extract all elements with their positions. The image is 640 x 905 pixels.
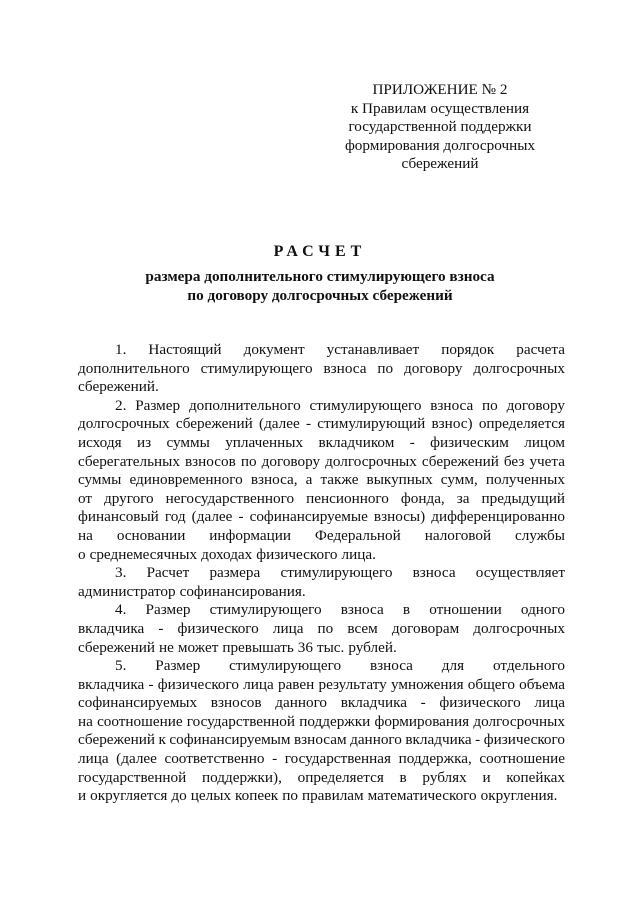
paragraph-line: и округляется до целых копеек по правилам математического округления. <box>78 787 558 805</box>
paragraph-line: суммы единовременного взноса, а также выкупных сумм, полученных <box>78 471 565 489</box>
appendix-line: формирования долгосрочных <box>344 136 536 154</box>
paragraph-line: 2. Размер дополнительного стимулирующего взноса по договору <box>115 396 565 414</box>
paragraph-line: о среднемесячных доходах физического лица. <box>78 545 376 563</box>
paragraph-line: долгосрочных сбережений (далее - стимулирующий взнос) определяется <box>78 415 565 433</box>
paragraph <box>78 564 565 601</box>
subtitle-line: по договору долгосрочных сбережений <box>187 286 453 304</box>
paragraph-line: сберегательных взносов по договору долгосрочных сбережений без учета <box>78 452 565 470</box>
paragraph-line: финансовый год (далее - софинансируемые взносы) дифференцированно <box>78 508 565 526</box>
paragraph-line: 1. Настоящий документ устанавливает порядок расчета <box>115 341 565 358</box>
paragraph-line: вкладчика - физического лица равен результату умножения общего объема <box>78 675 565 693</box>
paragraph-line: сбережений. <box>78 378 159 396</box>
document-title: РАСЧЕТ <box>273 243 367 260</box>
appendix-line: ПРИЛОЖЕНИЕ № 2 <box>372 81 508 98</box>
paragraph-line: дополнительного стимулирующего взноса по договору долгосрочных <box>78 359 565 377</box>
paragraph-line: на соотношение государственной поддержки формирования долгосрочных <box>78 712 565 730</box>
subtitle-line: размера дополнительного стимулирующего взноса <box>145 268 495 285</box>
paragraph-line: вкладчика - физического лица по всем договорам долгосрочных <box>78 619 565 637</box>
paragraph-line: на основании информации Федеральной налоговой службы <box>78 526 565 544</box>
paragraph-line: государственной поддержки), определяется в рублях и копейках <box>78 768 565 786</box>
paragraph <box>78 657 565 806</box>
paragraph-line: 3. Расчет размера стимулирующего взноса осуществляет <box>115 564 565 582</box>
document-body <box>78 341 565 806</box>
paragraph <box>78 601 565 657</box>
paragraph-line: софинансируемых взносов данного вкладчика - физического лица <box>78 694 565 712</box>
paragraph-line: 5. Размер стимулирующего взноса для отдельного <box>115 657 565 675</box>
paragraph-line: 4. Размер стимулирующего взноса в отношении одного <box>115 601 565 619</box>
appendix-header <box>330 81 550 174</box>
paragraph-line: сбережений не может превышать 36 тыс. рублей. <box>78 638 397 656</box>
document-subtitle <box>0 268 640 305</box>
paragraph <box>78 397 565 564</box>
paragraph-line: от другого негосударственного пенсионного фонда, за предыдущий <box>78 489 565 507</box>
paragraph-line: лица (далее соответственно - государственная поддержка, соотношение <box>78 750 565 768</box>
paragraph-line: администратор софинансирования. <box>78 582 306 600</box>
appendix-line: сбережений <box>401 155 479 173</box>
paragraph-line: исходя из суммы уплаченных вкладчиком - физическим лицом <box>78 433 565 451</box>
paragraph <box>78 341 565 397</box>
paragraph-line: сбережений к софинансируемым взносам данного вкладчика - физического <box>78 731 565 749</box>
appendix-line: к Правилам осуществления <box>350 99 530 117</box>
appendix-line: государственной поддержки <box>348 118 532 136</box>
